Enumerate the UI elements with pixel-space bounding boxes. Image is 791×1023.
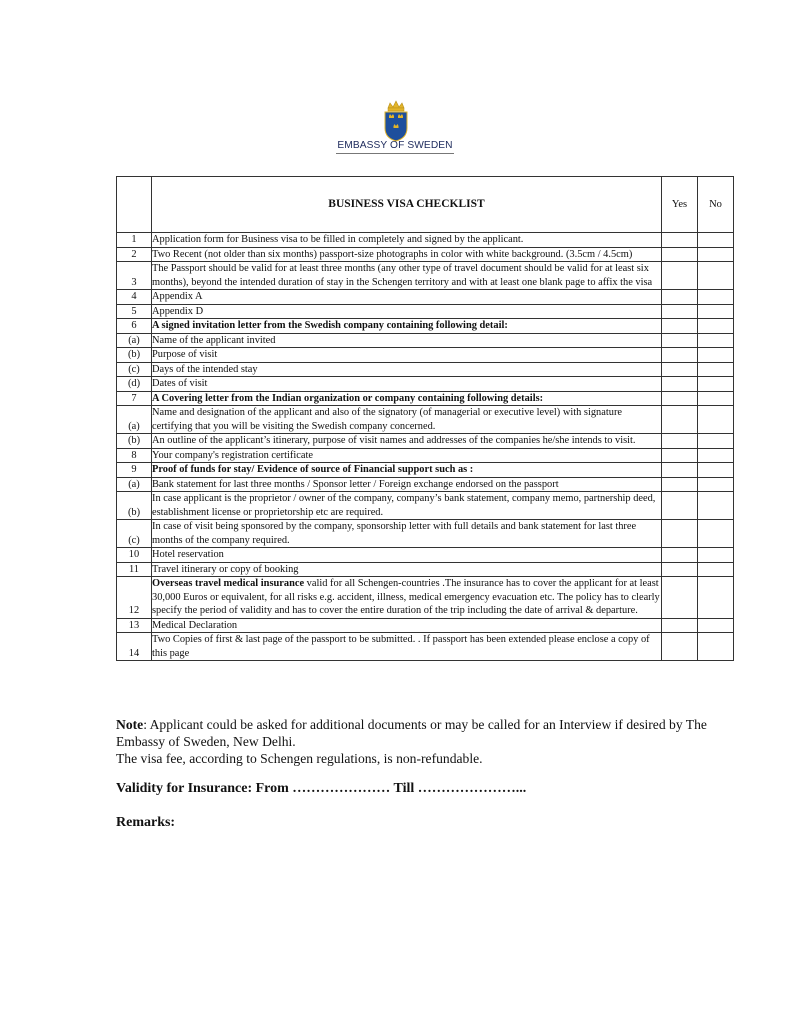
business-visa-checklist-table — [116, 176, 734, 661]
yes-checkbox-cell[interactable] — [662, 492, 698, 520]
table-row — [117, 448, 734, 463]
row-description: A signed invitation letter from the Swedish company containing following detail: — [152, 319, 662, 334]
row-description: Medical Declaration — [152, 618, 662, 633]
insurance-validity-line: Validity for Insurance: From ………………… Till …………………... — [116, 781, 527, 796]
row-description — [152, 577, 662, 619]
no-checkbox-cell[interactable] — [698, 520, 734, 548]
table-row — [117, 377, 734, 392]
no-checkbox-cell[interactable] — [698, 304, 734, 319]
yes-checkbox-cell[interactable] — [662, 633, 698, 661]
no-checkbox-cell[interactable] — [698, 377, 734, 392]
table-row — [117, 247, 734, 262]
row-description-lead: Overseas travel medical insurance — [152, 578, 305, 589]
yes-checkbox-cell[interactable] — [662, 319, 698, 334]
no-checkbox-cell[interactable] — [698, 577, 734, 619]
no-checkbox-cell[interactable] — [698, 618, 734, 633]
row-number: 3 — [117, 262, 152, 290]
row-description: Two Recent (not older than six months) passport-size photographs in color with white background. (3.5cm / 4.5cm) — [152, 247, 662, 262]
checklist-body — [117, 233, 734, 661]
no-checkbox-cell[interactable] — [698, 633, 734, 661]
header-number-cell — [117, 177, 152, 233]
row-number: (a) — [117, 406, 152, 434]
no-checkbox-cell[interactable] — [698, 362, 734, 377]
row-number: 2 — [117, 247, 152, 262]
embassy-logo — [333, 100, 457, 158]
note-line-2: The visa fee, according to Schengen regulations, is non-refundable. — [116, 751, 483, 766]
no-checkbox-cell[interactable] — [698, 463, 734, 478]
no-checkbox-cell[interactable] — [698, 319, 734, 334]
table-row — [117, 319, 734, 334]
table-row — [117, 492, 734, 520]
row-number: 8 — [117, 448, 152, 463]
logo-underline — [336, 153, 454, 154]
yes-checkbox-cell[interactable] — [662, 247, 698, 262]
yes-checkbox-cell[interactable] — [662, 463, 698, 478]
note-paragraph — [116, 716, 716, 767]
yes-checkbox-cell[interactable] — [662, 477, 698, 492]
row-description: Name of the applicant invited — [152, 333, 662, 348]
row-number: (a) — [117, 477, 152, 492]
row-description: In case of visit being sponsored by the company, sponsorship letter with full details and bank statement for last three months of the company required. — [152, 520, 662, 548]
yes-checkbox-cell[interactable] — [662, 548, 698, 563]
yes-checkbox-cell[interactable] — [662, 348, 698, 363]
row-number: 13 — [117, 618, 152, 633]
table-row — [117, 633, 734, 661]
row-description: Bank statement for last three months / Sponsor letter / Foreign exchange endorsed on the passport — [152, 477, 662, 492]
table-row — [117, 548, 734, 563]
yes-checkbox-cell[interactable] — [662, 562, 698, 577]
row-description: The Passport should be valid for at least three months (any other type of travel document should be valid for at least six months), beyond the intended duration of stay in the Schengen territory and with at least one blank page to affix the visa — [152, 262, 662, 290]
yes-checkbox-cell[interactable] — [662, 391, 698, 406]
yes-checkbox-cell[interactable] — [662, 618, 698, 633]
yes-column-header: Yes — [662, 177, 698, 233]
row-number: (d) — [117, 377, 152, 392]
row-description: Proof of funds for stay/ Evidence of source of Financial support such as : — [152, 463, 662, 478]
note-line-1: : Applicant could be asked for additional documents or may be called for an Interview if desired by The Embassy of Sweden, New Delhi. — [116, 717, 707, 749]
table-row — [117, 262, 734, 290]
no-checkbox-cell[interactable] — [698, 434, 734, 449]
row-description: Appendix D — [152, 304, 662, 319]
table-row — [117, 304, 734, 319]
table-row — [117, 520, 734, 548]
row-description: Appendix A — [152, 290, 662, 305]
row-number: 1 — [117, 233, 152, 248]
yes-checkbox-cell[interactable] — [662, 233, 698, 248]
row-number: 11 — [117, 562, 152, 577]
table-header-row — [117, 177, 734, 233]
row-description: Days of the intended stay — [152, 362, 662, 377]
row-number: 5 — [117, 304, 152, 319]
row-number: 14 — [117, 633, 152, 661]
table-row — [117, 233, 734, 248]
no-checkbox-cell[interactable] — [698, 406, 734, 434]
table-row — [117, 434, 734, 449]
row-description: Dates of visit — [152, 377, 662, 392]
row-number: 12 — [117, 577, 152, 619]
row-description: An outline of the applicant’s itinerary, purpose of visit names and addresses of the companies he/she intends to visit. — [152, 434, 662, 449]
yes-checkbox-cell[interactable] — [662, 304, 698, 319]
yes-checkbox-cell[interactable] — [662, 520, 698, 548]
table-row — [117, 477, 734, 492]
table-row — [117, 391, 734, 406]
row-number: (c) — [117, 520, 152, 548]
row-number: (b) — [117, 434, 152, 449]
row-number: (a) — [117, 333, 152, 348]
no-checkbox-cell[interactable] — [698, 548, 734, 563]
row-description: Travel itinerary or copy of booking — [152, 562, 662, 577]
no-checkbox-cell[interactable] — [698, 247, 734, 262]
yes-checkbox-cell[interactable] — [662, 262, 698, 290]
table-row — [117, 290, 734, 305]
note-label: Note — [116, 717, 144, 732]
yes-checkbox-cell[interactable] — [662, 377, 698, 392]
no-checkbox-cell[interactable] — [698, 262, 734, 290]
no-checkbox-cell[interactable] — [698, 562, 734, 577]
no-checkbox-cell[interactable] — [698, 348, 734, 363]
table-row — [117, 333, 734, 348]
swedish-crest-icon — [383, 100, 409, 142]
table-row — [117, 362, 734, 377]
table-row — [117, 348, 734, 363]
row-description: Application form for Business visa to be filled in completely and signed by the applicant. — [152, 233, 662, 248]
no-checkbox-cell[interactable] — [698, 477, 734, 492]
no-checkbox-cell[interactable] — [698, 391, 734, 406]
no-checkbox-cell[interactable] — [698, 233, 734, 248]
row-description: Purpose of visit — [152, 348, 662, 363]
no-checkbox-cell[interactable] — [698, 333, 734, 348]
checklist-title: BUSINESS VISA CHECKLIST — [152, 177, 662, 233]
row-number: 9 — [117, 463, 152, 478]
table-row — [117, 562, 734, 577]
row-description: In case applicant is the proprietor / owner of the company, company’s bank statement, company memo, partnership deed, establishment license or proprietorship etc are required. — [152, 492, 662, 520]
row-number: 4 — [117, 290, 152, 305]
row-description: Your company's registration certificate — [152, 448, 662, 463]
row-description: Name and designation of the applicant and also of the signatory (of managerial or executive level) with signature certifying that you will be visiting the Swedish company concerned. — [152, 406, 662, 434]
table-row — [117, 618, 734, 633]
row-description-text: valid for all Schengen-countries .The insurance has to cover the applicant for at least 30,000 Euros or equivalent, for all risks e.g. accident, illness, medical emergency evacuation etc. The policy has to clearly specify the period of validity and has to cover the entire duration of the trip including the date of arrival & departure. — [152, 578, 660, 616]
table-row — [117, 463, 734, 478]
yes-checkbox-cell[interactable] — [662, 577, 698, 619]
row-number: 10 — [117, 548, 152, 563]
table-row — [117, 406, 734, 434]
row-number: 7 — [117, 391, 152, 406]
yes-checkbox-cell[interactable] — [662, 333, 698, 348]
embassy-logo-text: EMBASSY OF SWEDEN — [337, 140, 453, 151]
yes-checkbox-cell[interactable] — [662, 448, 698, 463]
remarks-label: Remarks: — [116, 815, 176, 830]
no-checkbox-cell[interactable] — [698, 448, 734, 463]
yes-checkbox-cell[interactable] — [662, 362, 698, 377]
no-checkbox-cell[interactable] — [698, 492, 734, 520]
table-row — [117, 577, 734, 619]
row-description: A Covering letter from the Indian organization or company containing following details: — [152, 391, 662, 406]
no-column-header: No — [698, 177, 734, 233]
row-number: (b) — [117, 492, 152, 520]
yes-checkbox-cell[interactable] — [662, 434, 698, 449]
row-number: 6 — [117, 319, 152, 334]
no-checkbox-cell[interactable] — [698, 290, 734, 305]
row-description: Two Copies of first & last page of the passport to be submitted. . If passport has been extended please enclose a copy of this page — [152, 633, 662, 661]
yes-checkbox-cell[interactable] — [662, 290, 698, 305]
yes-checkbox-cell[interactable] — [662, 406, 698, 434]
row-description: Hotel reservation — [152, 548, 662, 563]
row-number: (b) — [117, 348, 152, 363]
row-number: (c) — [117, 362, 152, 377]
